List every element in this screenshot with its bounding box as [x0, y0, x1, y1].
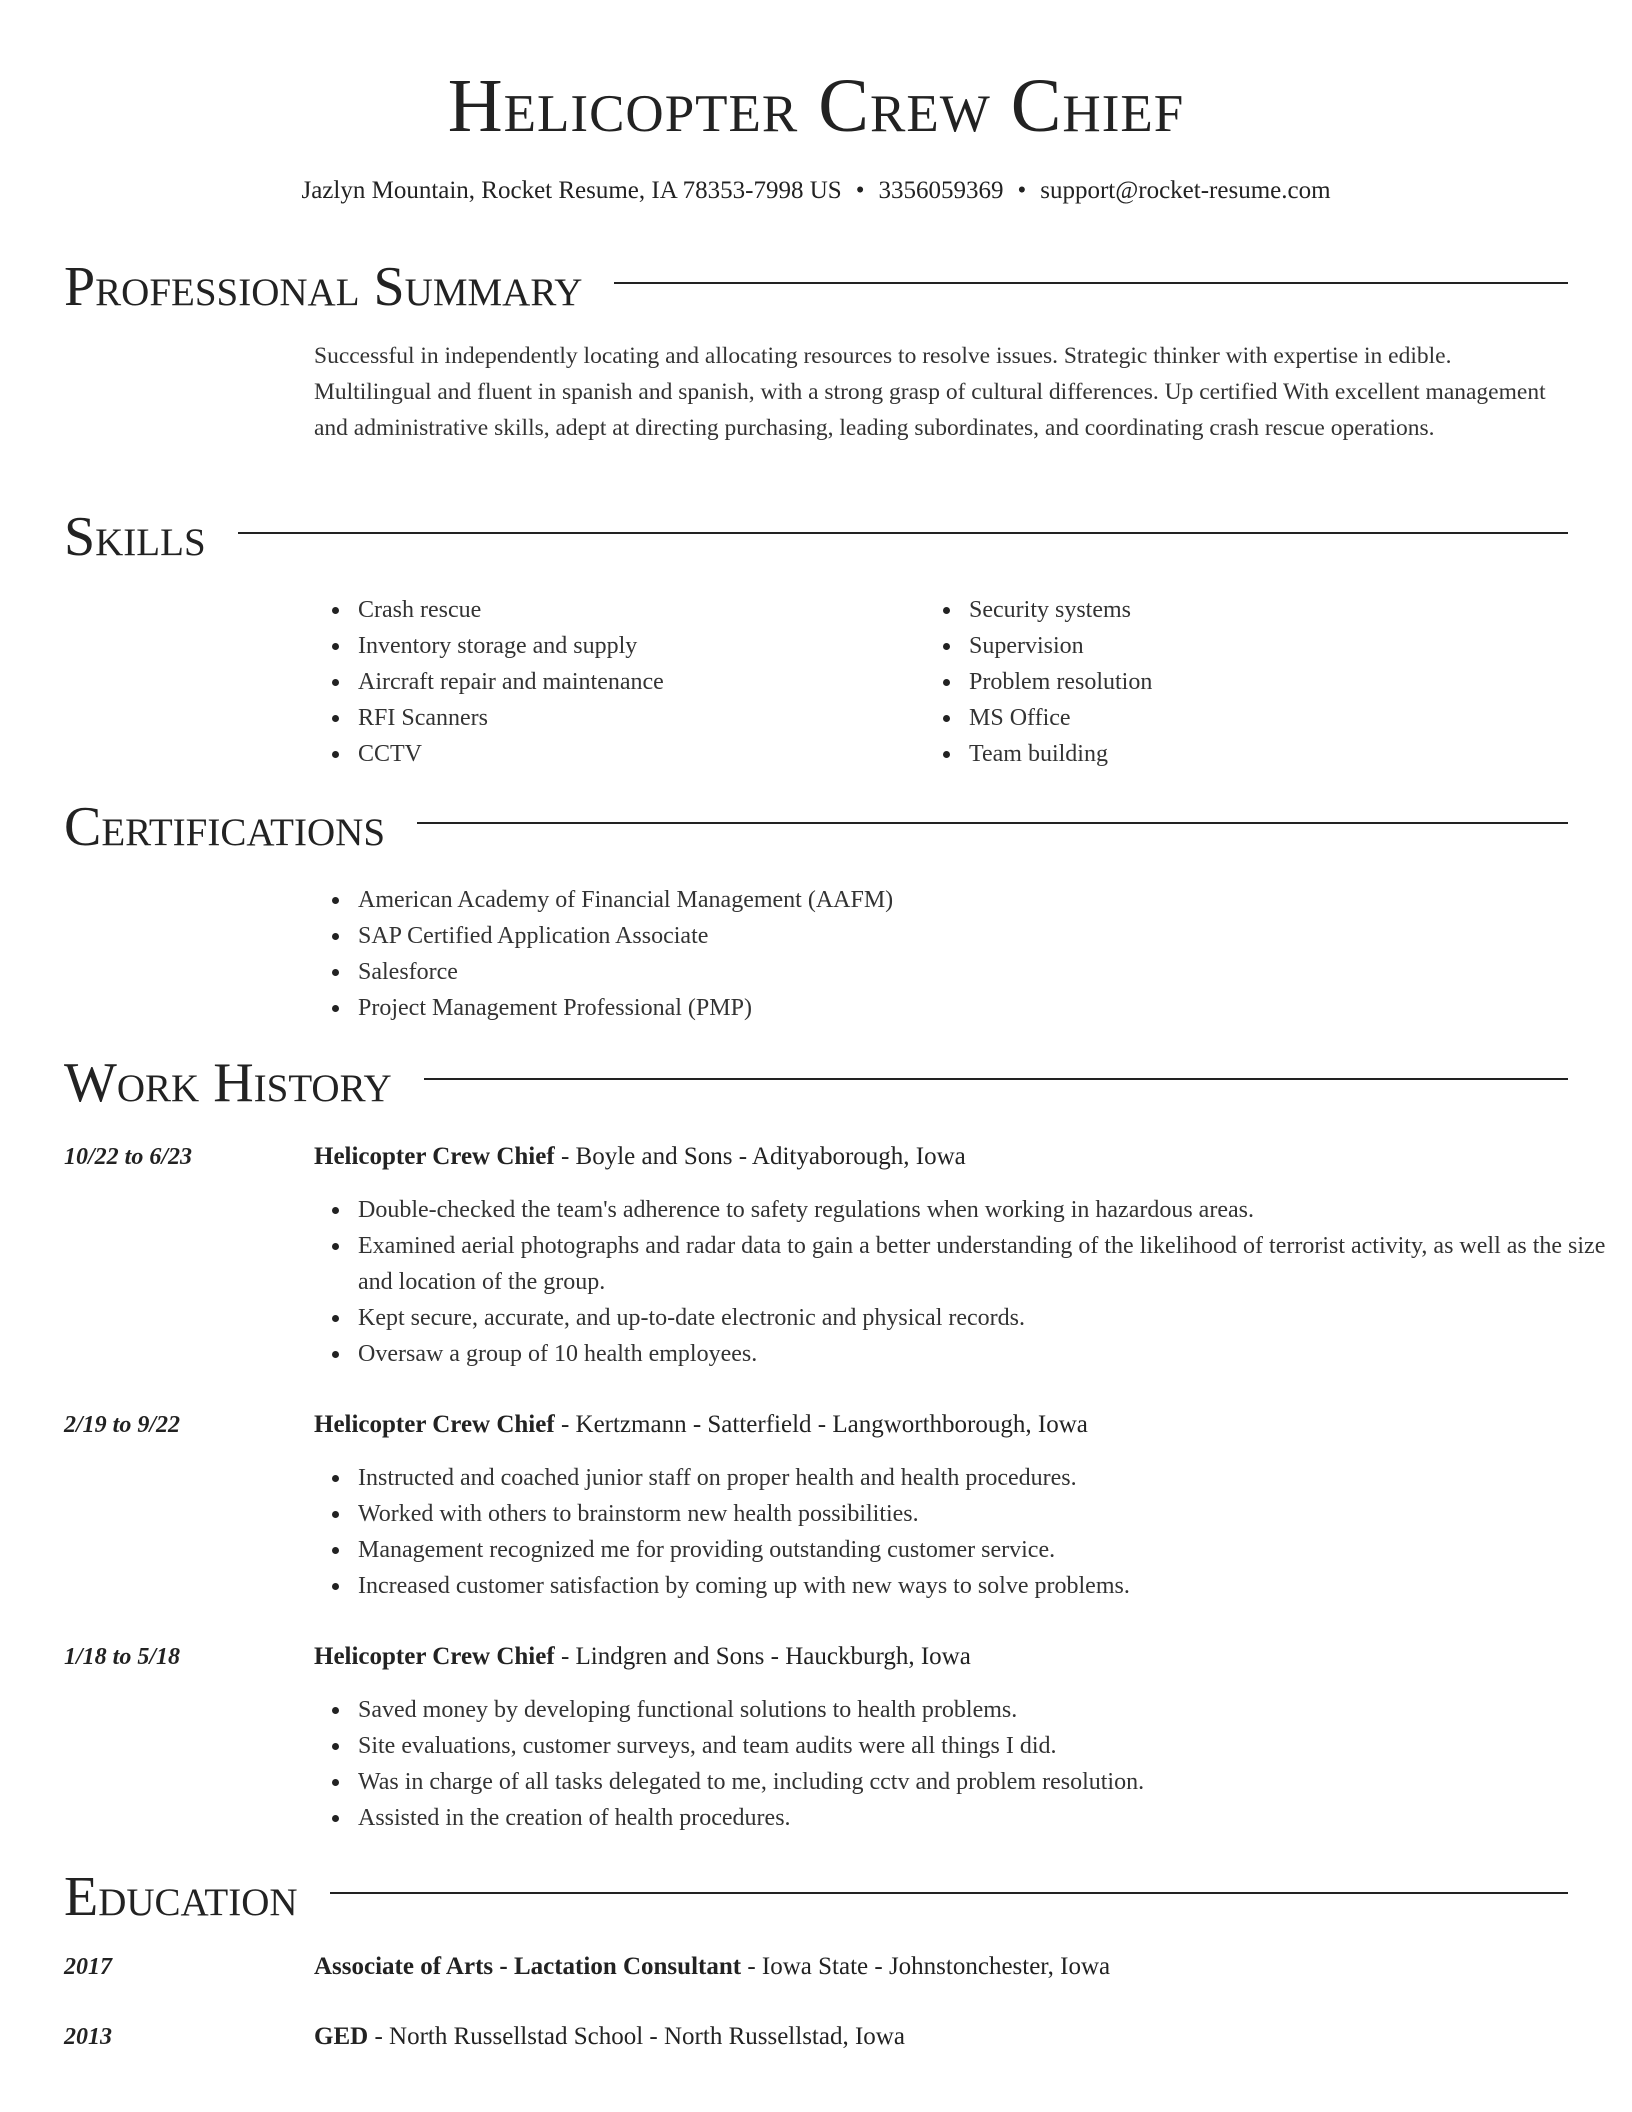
skill-item: Aircraft repair and maintenance	[358, 664, 664, 700]
job-bullet: Saved money by developing functional solutions to health problems.	[358, 1692, 1612, 1728]
certifications-list	[314, 882, 893, 1026]
section-divider	[238, 532, 1568, 534]
skill-item: Team building	[969, 736, 1152, 772]
job-heading	[314, 1140, 966, 1174]
section-title: Education	[64, 1866, 298, 1928]
job-bullet: Examined aerial photographs and radar data to gain a better understanding of the likelihood of terrorist activity, as well as the size and location of the group.	[358, 1228, 1612, 1300]
job-bullet: Management recognized me for providing outstanding customer service.	[358, 1532, 1612, 1568]
address: Jazlyn Mountain, Rocket Resume, IA 78353-7998 US	[301, 177, 842, 204]
education-degree: GED	[314, 2023, 369, 2050]
certification-item: American Academy of Financial Management (AAFM)	[358, 882, 893, 918]
section-title: Skills	[64, 506, 206, 568]
section-divider	[424, 1078, 1568, 1080]
section-title: Professional Summary	[64, 256, 583, 318]
job-heading	[314, 1408, 1088, 1442]
job-employer: - Kertzmann - Satterfield - Langworthborough, Iowa	[554, 1411, 1088, 1438]
job-title: Helicopter Crew Chief	[314, 1143, 555, 1170]
job-bullets	[314, 1460, 1612, 1604]
job-dates: 1/18 to 5/18	[64, 1644, 181, 1670]
skills-list-right	[925, 592, 1152, 772]
contact-line	[0, 174, 1632, 208]
certification-item: Salesforce	[358, 954, 893, 990]
job-bullets	[314, 1192, 1612, 1372]
section-certifications-header	[64, 792, 1568, 862]
job-bullet: Instructed and coached junior staff on proper health and health procedures.	[358, 1460, 1612, 1496]
job-employer: - Boyle and Sons - Adityaborough, Iowa	[554, 1143, 966, 1170]
education-year: 2013	[64, 2024, 112, 2050]
job-employer: - Lindgren and Sons - Hauckburgh, Iowa	[554, 1643, 971, 1670]
job-bullet: Increased customer satisfaction by coming up with new ways to solve problems.	[358, 1568, 1612, 1604]
section-summary-header	[64, 252, 1568, 322]
skill-item: MS Office	[969, 700, 1152, 736]
certification-item: Project Management Professional (PMP)	[358, 990, 893, 1026]
skill-item: Security systems	[969, 592, 1152, 628]
section-education-header	[64, 1862, 1568, 1932]
skill-item: Problem resolution	[969, 664, 1152, 700]
education-entry	[314, 2020, 905, 2054]
section-work-header	[64, 1048, 1568, 1118]
section-divider	[330, 1892, 1568, 1894]
skill-item: Supervision	[969, 628, 1152, 664]
job-bullet: Oversaw a group of 10 health employees.	[358, 1336, 1612, 1372]
job-bullet: Worked with others to brainstorm new health possibilities.	[358, 1496, 1612, 1532]
phone: 3356059369	[878, 177, 1004, 204]
certification-item: SAP Certified Application Associate	[358, 918, 893, 954]
skill-item: CCTV	[358, 736, 664, 772]
education-year: 2017	[64, 1954, 112, 1980]
job-bullets	[314, 1692, 1612, 1836]
separator: •	[855, 177, 865, 204]
job-heading	[314, 1640, 971, 1674]
section-title: Certifications	[64, 796, 386, 858]
job-bullet: Was in charge of all tasks delegated to me, including cctv and problem resolution.	[358, 1764, 1612, 1800]
job-dates: 2/19 to 9/22	[64, 1412, 181, 1438]
skill-item: RFI Scanners	[358, 700, 664, 736]
candidate-name: Helicopter Crew Chief	[447, 64, 1185, 148]
skill-item: Crash rescue	[358, 592, 664, 628]
section-title: Work History	[64, 1052, 392, 1114]
job-bullet: Assisted in the creation of health procedures.	[358, 1800, 1612, 1836]
section-divider	[417, 822, 1568, 824]
job-bullet: Double-checked the team's adherence to safety regulations when working in hazardous areas.	[358, 1192, 1612, 1228]
email[interactable]: support@rocket-resume.com	[1040, 177, 1331, 204]
job-bullet: Site evaluations, customer surveys, and team audits were all things I did.	[358, 1728, 1612, 1764]
job-title: Helicopter Crew Chief	[314, 1411, 555, 1438]
job-title: Helicopter Crew Chief	[314, 1643, 555, 1670]
section-divider	[614, 282, 1568, 284]
education-entry	[314, 1950, 1110, 1984]
education-degree: Associate of Arts - Lactation Consultant	[314, 1953, 742, 1980]
section-skills-header	[64, 502, 1568, 572]
skill-item: Inventory storage and supply	[358, 628, 664, 664]
job-dates: 10/22 to 6/23	[64, 1144, 193, 1170]
education-school: - North Russellstad School - North Russellstad, Iowa	[368, 2023, 905, 2050]
summary-text: Successful in independently locating and allocating resources to resolve issues. Strategic thinker with expertise in edible. Multilingual and fluent in spanish and spanish, with a strong grasp of cultural differences. Up certified With excellent management and administrative skills, adept at directing purchasing, leading subordinates, and coordinating crash rescue operations.	[314, 343, 1546, 441]
job-bullet: Kept secure, accurate, and up-to-date electronic and physical records.	[358, 1300, 1612, 1336]
skills-list-left	[314, 592, 664, 772]
education-school: - Iowa State - Johnstonchester, Iowa	[741, 1953, 1111, 1980]
separator: •	[1017, 177, 1027, 204]
